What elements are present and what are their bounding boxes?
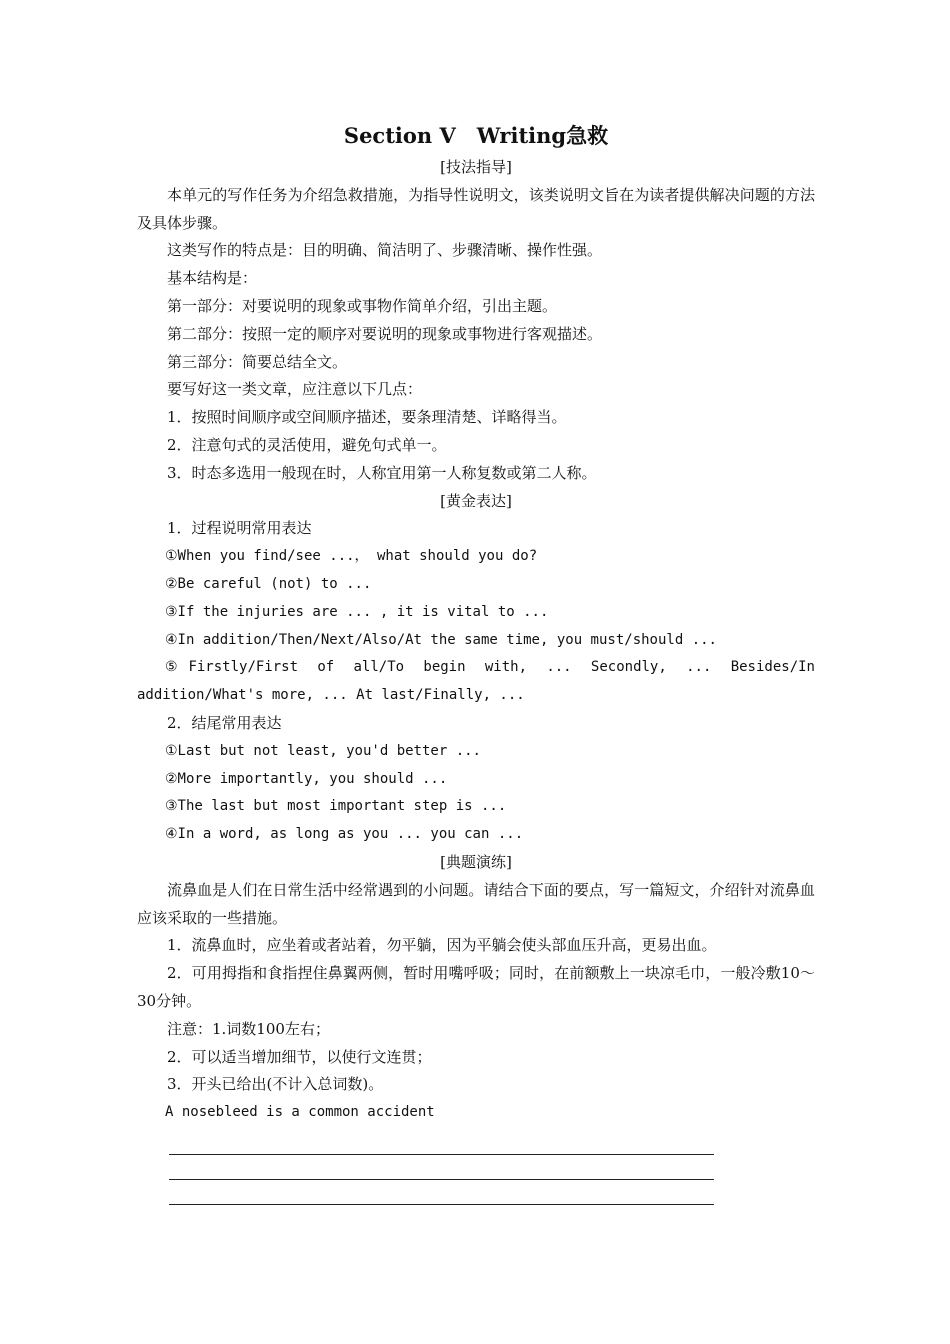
practice-prompt: 流鼻血是人们在日常生活中经常遇到的小问题。请结合下面的要点，写一篇短文，介绍针对流鼻血应该采取的一些措施。 [137, 880, 815, 927]
practice-point-1: 1．流鼻血时，应坐着或者站着，勿平躺，因为平躺会使头部血压升高，更易出血。 [167, 936, 717, 955]
expr-item: ③The last but most important step is ... [165, 798, 507, 815]
expr-item: ①When you find/see ...， what should you do? [165, 548, 538, 565]
practice-note-2: 2．可以适当增加细节，以使行文连贯； [167, 1047, 432, 1066]
section-heading-guide: [技法指导] [440, 158, 512, 176]
practice-note-1: 注意：1.词数100左右； [167, 1019, 330, 1038]
expr-item: ②Be careful (not) to ... [165, 575, 372, 592]
expr-group-2-title: 2．结尾常用表达 [167, 713, 282, 732]
answer-line[interactable] [169, 1180, 714, 1205]
expr-group-1-title: 1．过程说明常用表达 [167, 519, 312, 538]
guide-intro: 本单元的写作任务为介绍急救措施，为指导性说明文，该类说明文旨在为读者提供解决问题的方法及具体步骤。 [137, 185, 815, 232]
answer-line[interactable] [169, 1155, 714, 1180]
practice-note-3: 3．开头已给出(不计入总词数)。 [167, 1075, 384, 1094]
expr-item: ④In addition/Then/Next/Also/At the same time, you must/should ... [165, 631, 717, 648]
practice-point-2: 2．可用拇指和食指捏住鼻翼两侧，暂时用嘴呼吸；同时，在前额敷上一块凉毛巾，一般冷敷10～30分钟。 [137, 964, 815, 1010]
document-page [137, 118, 815, 1205]
section-heading-practice: [典题演练] [440, 852, 512, 871]
guide-structure-label: 基本结构是： [167, 269, 258, 288]
expr-item: ④In a word, as long as you ... you can ... [165, 826, 524, 843]
guide-note-2: 2．注意句式的灵活使用，避免句式单一。 [167, 435, 447, 454]
expr-item: ②More importantly, you should ... [165, 770, 448, 787]
page-title: Section Ⅴ Writing急救 [343, 123, 609, 148]
expr-item: ①Last but not least, you'd better ... [165, 742, 481, 759]
answer-lines [137, 1130, 815, 1205]
guide-note-3: 3．时态多选用一般现在时，人称宜用第一人称复数或第二人称。 [167, 463, 597, 482]
answer-line[interactable] [169, 1130, 714, 1155]
guide-part-2: 第二部分：按照一定的顺序对要说明的现象或事物进行客观描述。 [167, 324, 603, 343]
guide-features: 这类写作的特点是：目的明确、简洁明了、步骤清晰、操作性强。 [167, 241, 603, 260]
guide-part-3: 第三部分：简要总结全文。 [167, 352, 348, 371]
expr-item: ③If the injuries are ... , it is vital to ... [165, 603, 549, 620]
section-heading-expressions: [黄金表达] [440, 491, 512, 510]
guide-notes-label: 要写好这一类文章，应注意以下几点： [167, 380, 423, 399]
practice-opening: A nosebleed is a common accident [165, 1104, 435, 1121]
expr-item: ⑤Firstly/First of all/To begin with, ... Secondly, ... Besides/In addition/What's more, ... At last/Finally, ... [137, 659, 815, 704]
guide-note-1: 1．按照时间顺序或空间顺序描述，要条理清楚、详略得当。 [167, 408, 567, 427]
guide-part-1: 第一部分：对要说明的现象或事物作简单介绍，引出主题。 [167, 296, 558, 315]
